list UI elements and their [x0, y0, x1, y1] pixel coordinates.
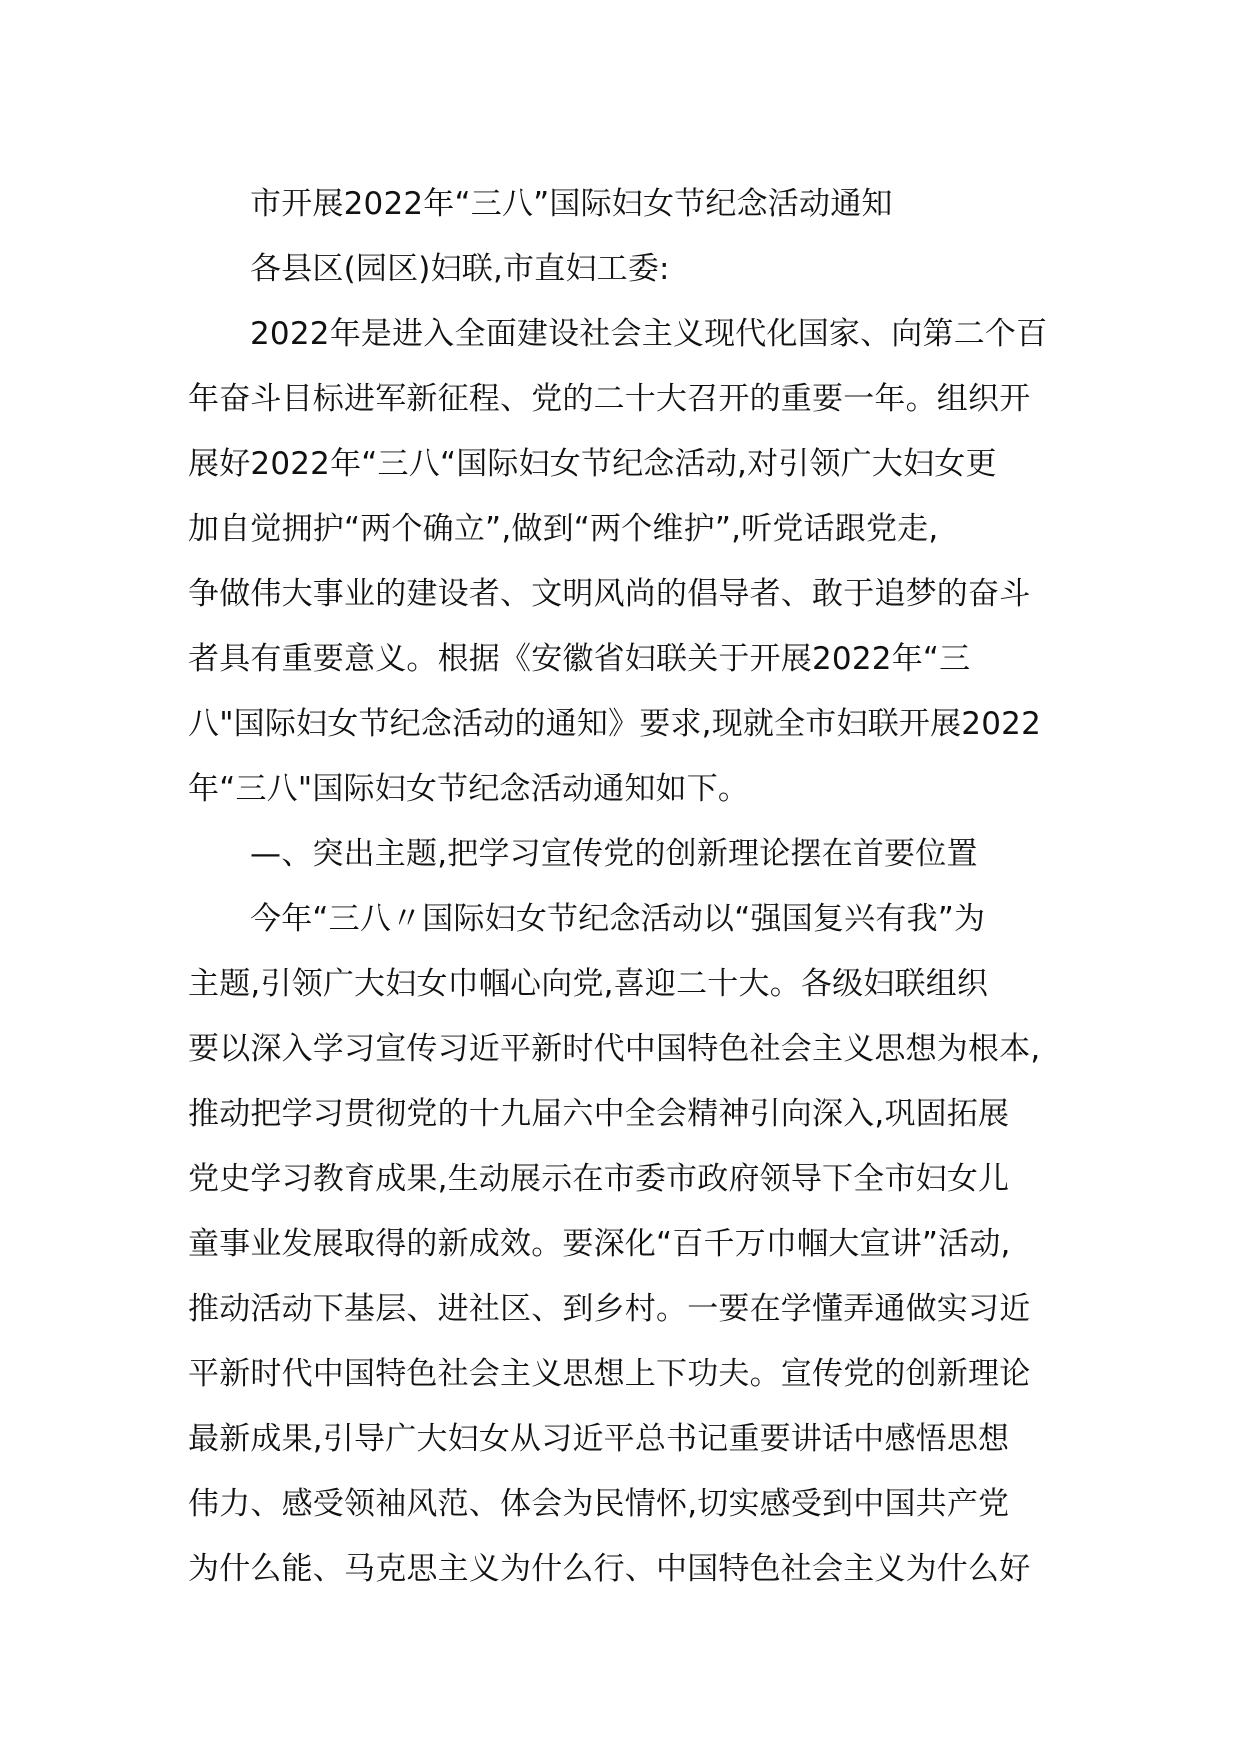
- paragraph-2: [188, 887, 1078, 1602]
- paragraph-line: 党史学习教育成果,生动展示在市委市政府领导下全市妇女儿: [188, 1161, 1010, 1197]
- section-heading: —、突出主题,把学习宣传党的创新理论摆在首要位置: [250, 836, 978, 872]
- paragraph-line: 争做伟大事业的建设者、文明风尚的倡导者、敢于追梦的奋斗: [188, 576, 1031, 612]
- paragraph-line: 者具有重要意义。根据《安徽省妇联关于开展2022年“三: [188, 641, 971, 677]
- document-body: [188, 172, 1078, 1602]
- paragraph-line: 主题,引领广大妇女巾帼心向党,喜迎二十大。各级妇联组织: [188, 966, 989, 1002]
- paragraph-line: 要以深入学习宣传习近平新时代中国特色社会主义思想为根本,: [188, 1031, 1041, 1067]
- paragraph-line: 加自觉拥护“两个确立”,做到“两个维护”,听党话跟党走,: [188, 511, 939, 547]
- paragraph-line: 今年“三八〃国际妇女节纪念活动以“强国复兴有我”为: [250, 901, 986, 937]
- salutation: 各县区(园区)妇联,市直妇工委:: [250, 251, 670, 287]
- paragraph-line: 年奋斗目标进军新征程、党的二十大召开的重要一年。组织开: [188, 381, 1031, 417]
- paragraph-line: 2022年是进入全面建设社会主义现代化国家、向第二个百: [250, 316, 1048, 352]
- paragraph-line: 伟力、感受领袖风范、体会为民情怀,切实感受到中国共产党: [188, 1486, 1010, 1522]
- paragraph-line: 展好2022年“三八“国际妇女节纪念活动,对引领广大妇女更: [188, 446, 997, 482]
- paragraph-line: 年“三八"国际妇女节纪念活动通知如下。: [188, 771, 750, 807]
- paragraph-line: 八"国际妇女节纪念活动的通知》要求,现就全市妇联开展2022: [188, 706, 1042, 742]
- paragraph-line: 平新时代中国特色社会主义思想上下功夫。宣传党的创新理论: [188, 1356, 1031, 1392]
- document-title: 市开展2022年“三八”国际妇女节纪念活动通知: [250, 186, 893, 222]
- paragraph-1: [188, 302, 1078, 822]
- paragraph-line: 为什么能、马克思主义为什么行、中国特色社会主义为什么好: [188, 1551, 1031, 1587]
- paragraph-line: 推动把学习贯彻党的十九届六中全会精神引向深入,巩固拓展: [188, 1096, 1010, 1132]
- paragraph-line: 最新成果,引导广大妇女从习近平总书记重要讲话中感悟思想: [188, 1421, 1010, 1457]
- paragraph-line: 童事业发展取得的新成效。要深化“百千万巾帼大宣讲”活动,: [188, 1226, 1011, 1262]
- paragraph-line: 推动活动下基层、进社区、到乡村。一要在学懂弄通做实习近: [188, 1291, 1031, 1327]
